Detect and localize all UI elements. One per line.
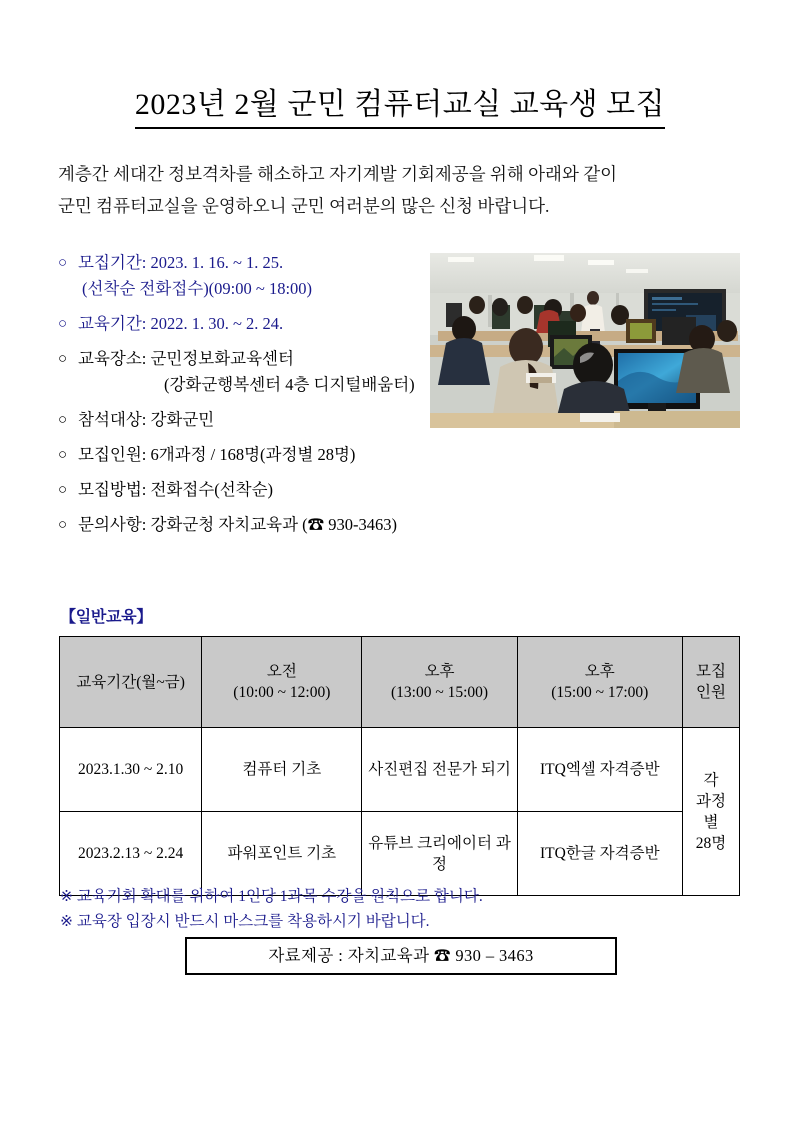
bullet-item-recruitment-period	[58, 252, 488, 274]
bullet-label-recruitment-period: 모집기간: 2023. 1. 16. ~ 1. 25.	[78, 253, 284, 272]
cell-afternoon1-row2: 유튜브 크리에이터 과정	[362, 812, 517, 896]
table-header-row	[60, 637, 740, 728]
bullet-subtext-recruitment-period: (선착순 전화접수)(09:00 ~ 18:00)	[82, 279, 313, 298]
cell-afternoon2-row2: ITQ한글 자격증반	[517, 812, 682, 896]
classroom-photo	[430, 253, 740, 428]
table-row	[60, 728, 740, 812]
bullet-circle-icon: ○	[58, 255, 68, 271]
classroom-photo-illustration	[430, 253, 740, 428]
bullet-label-capacity: 모집인원: 6개과정 / 168명(과정별 28명)	[78, 445, 356, 464]
bullet-label-application-method: 모집방법: 전화접수(선착순)	[78, 480, 274, 499]
bullet-item-location	[58, 348, 488, 370]
asterisk-icon: ※	[60, 912, 73, 930]
bullet-item-inquiries	[58, 514, 488, 536]
table-row	[60, 812, 740, 896]
bullet-circle-icon: ○	[58, 517, 68, 533]
info-bullet-list	[58, 252, 488, 549]
schedule-table-container	[59, 636, 740, 896]
cell-period-row2: 2023.2.13 ~ 2.24	[60, 812, 202, 896]
bullet-circle-icon: ○	[58, 316, 68, 332]
bullet-subtext-location: (강화군행복센터 4층 디지털배움터)	[164, 375, 415, 394]
page-title: 2023년 2월 군민 컴퓨터교실 교육생 모집	[135, 86, 665, 129]
intro-paragraph	[58, 158, 748, 222]
table-header-capacity: 모집 인원	[682, 637, 739, 728]
bullet-circle-icon: ○	[58, 447, 68, 463]
table-header-afternoon-1: 오후 (13:00 ~ 15:00)	[362, 637, 517, 728]
footnote-text-1: 교육기회 확대를 위하여 1인당 1과목 수강을 원칙으로 합니다.	[76, 888, 483, 905]
cell-morning-row2: 파워포인트 기초	[202, 812, 362, 896]
footnote-item-2	[60, 909, 720, 934]
page-title-container	[0, 86, 800, 129]
table-header-morning: 오전 (10:00 ~ 12:00)	[202, 637, 362, 728]
table-header-afternoon-2: 오후 (15:00 ~ 17:00)	[517, 637, 682, 728]
contact-box	[186, 938, 616, 974]
cell-morning-row1: 컴퓨터 기초	[202, 728, 362, 812]
bullet-circle-icon: ○	[58, 482, 68, 498]
intro-line-2: 군민 컴퓨터교실을 운영하오니 군민 여러분의 많은 신청 바랍니다.	[58, 196, 550, 216]
cell-capacity-merged: 각 과정 별 28명	[682, 728, 739, 896]
bullet-item-audience	[58, 409, 488, 431]
asterisk-icon: ※	[60, 887, 73, 905]
cell-afternoon1-row1: 사진편집 전문가 되기	[362, 728, 517, 812]
bullet-item-application-method	[58, 479, 488, 501]
cell-afternoon2-row1: ITQ엑셀 자격증반	[517, 728, 682, 812]
bullet-item-capacity	[58, 444, 488, 466]
bullet-label-inquiries: 문의사항: 강화군청 자치교육과 (☎ 930-3463)	[78, 515, 398, 534]
bullet-circle-icon: ○	[58, 412, 68, 428]
intro-line-1: 계층간 세대간 정보격차를 해소하고 자기계발 기회제공을 위해 아래와 같이	[58, 164, 618, 184]
table-header-period: 교육기간(월~금)	[60, 637, 202, 728]
bullet-label-audience: 참석대상: 강화군민	[78, 410, 215, 429]
contact-text: 자료제공 : 자치교육과 ☎ 930 – 3463	[268, 946, 534, 965]
cell-period-row1: 2023.1.30 ~ 2.10	[60, 728, 202, 812]
schedule-table	[59, 636, 740, 896]
bullet-label-training-period: 교육기간: 2022. 1. 30. ~ 2. 24.	[78, 314, 284, 333]
footnote-item-1	[60, 884, 720, 909]
bullet-label-location: 교육장소: 군민정보화교육센터	[78, 349, 294, 368]
footnote-list	[60, 884, 720, 934]
bullet-item-training-period	[58, 313, 488, 335]
bullet-circle-icon: ○	[58, 351, 68, 367]
footnote-text-2: 교육장 입장시 반드시 마스크를 착용하시기 바랍니다.	[76, 913, 430, 930]
section-label-general-training: 【일반교육】	[60, 609, 153, 626]
